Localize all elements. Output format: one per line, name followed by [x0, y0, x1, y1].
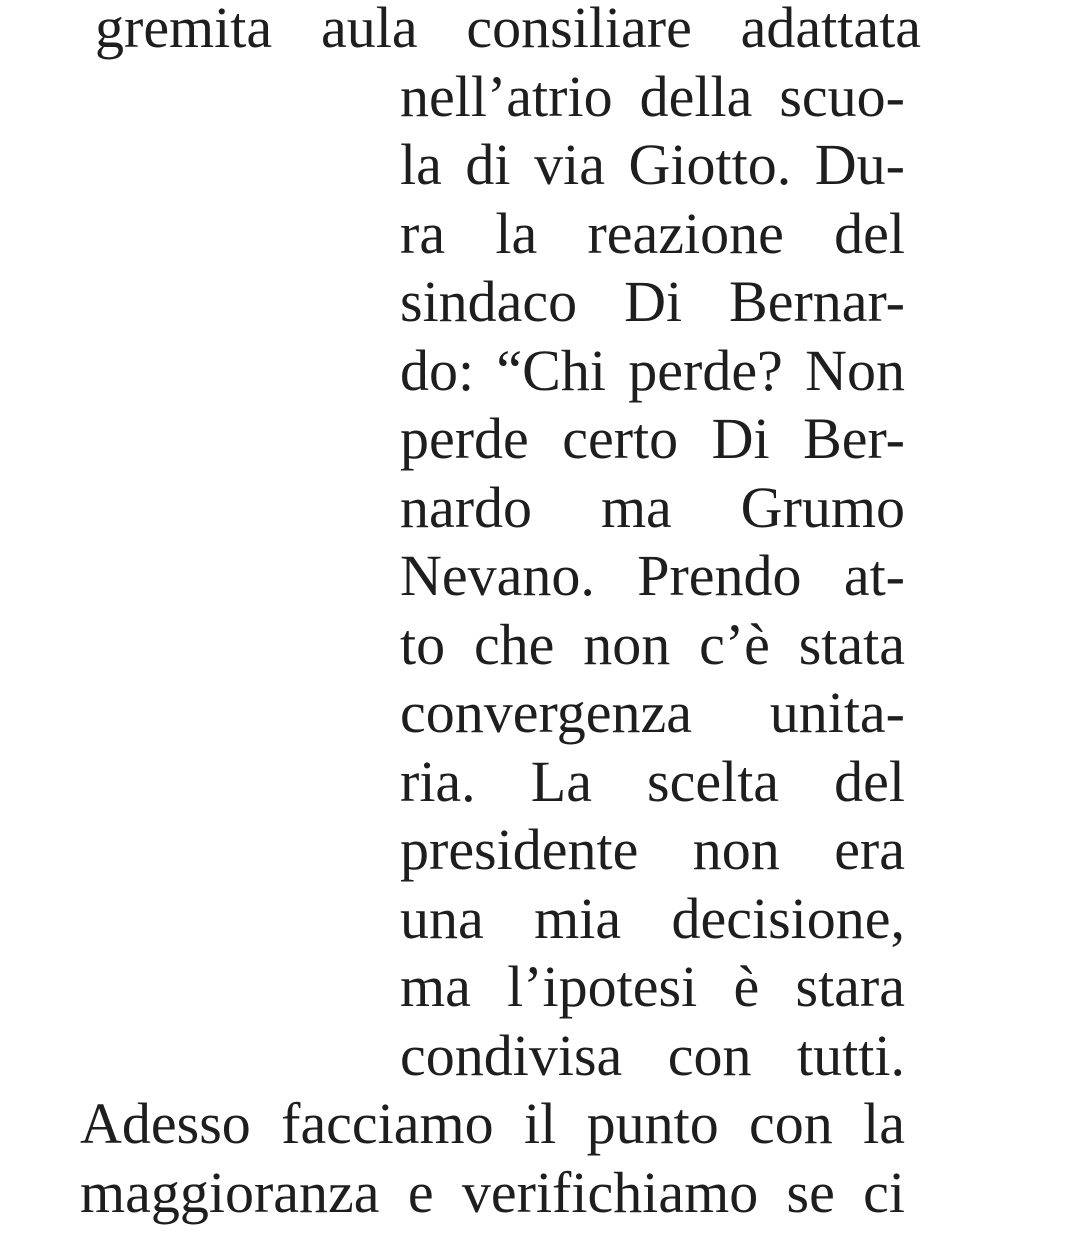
- article-line: sindaco Di Bernar-: [400, 269, 905, 334]
- article-line: to che non c’è stata: [400, 612, 905, 677]
- article-line: perde certo Di Ber-: [400, 406, 905, 471]
- article-line: ma l’ipotesi è stara: [400, 954, 905, 1019]
- article-line: do: “Chi perde? Non: [400, 338, 905, 403]
- article-line: convergenza unita-: [400, 680, 905, 745]
- article-line: nardo ma Grumo: [400, 475, 905, 540]
- article-line: maggioranza e verifichiamo se ci: [80, 1160, 905, 1225]
- article-line: condivisa con tutti.: [400, 1023, 905, 1088]
- article-line: Adesso facciamo il punto con la: [80, 1091, 905, 1156]
- article-line: gremita aula consiliare adattata: [95, 0, 921, 60]
- article-line: Nevano. Prendo at-: [400, 543, 905, 608]
- article-line: nell’atrio della scuo-: [400, 64, 905, 129]
- article-line: la di via Giotto. Du-: [400, 132, 905, 197]
- article-line: ra la reazione del: [400, 201, 905, 266]
- article-line: una mia decisione,: [400, 886, 905, 951]
- article-line: ria. La scelta del: [400, 749, 905, 814]
- article-line: presidente non era: [400, 817, 905, 882]
